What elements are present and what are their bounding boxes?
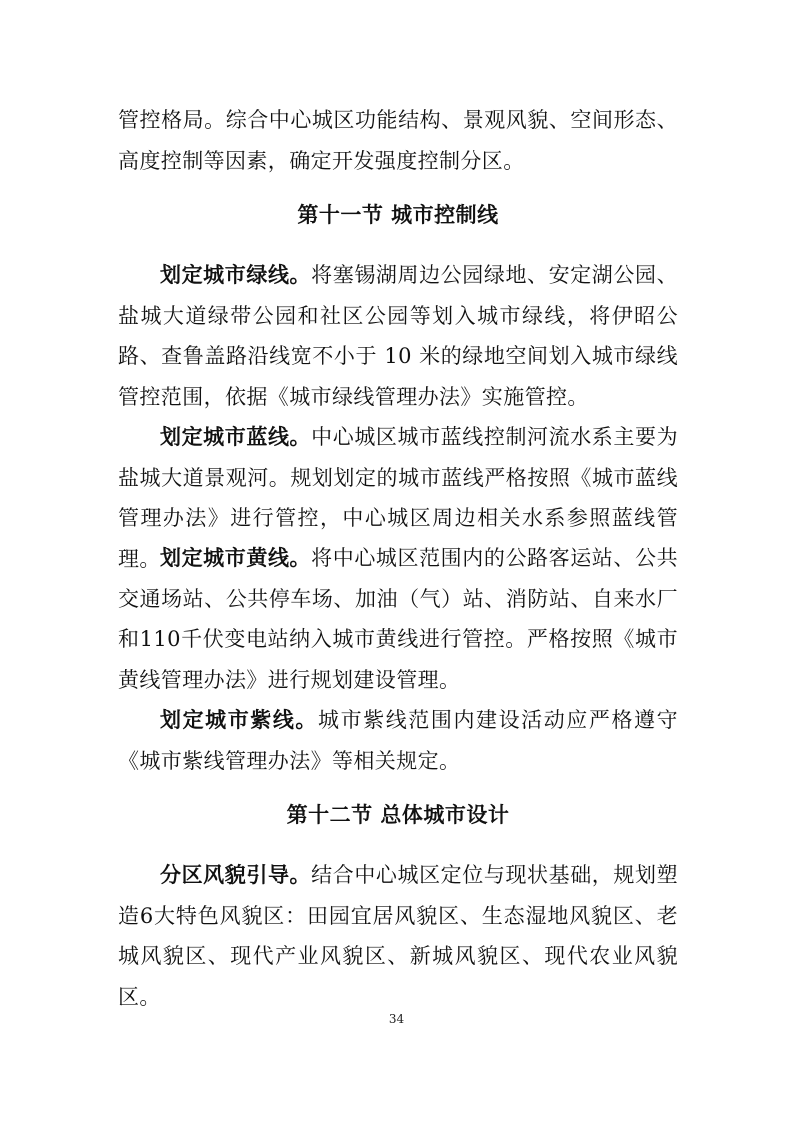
green-line-paragraph bbox=[118, 255, 678, 417]
blue-line-lead: 划定城市蓝线。 bbox=[160, 425, 312, 449]
page-number: 34 bbox=[388, 1012, 405, 1026]
purple-line-body: 城市紫线范围内建设活动应严格遵守《城市紫线管理办法》等相关规定。 bbox=[118, 708, 678, 773]
district-style-body: 结合中心城区定位与现状基础，规划塑造6大特色风貌区：田园宜居风貌区、生态湿地风貌区、老城风貌区、现代产业风貌区、新城风貌区、现代农业风貌区。 bbox=[118, 863, 678, 1009]
intro-text: 管控格局。综合中心城区功能结构、景观风貌、空间形态、高度控制等因素，确定开发强度控制分区。 bbox=[118, 108, 678, 173]
purple-line-lead: 划定城市紫线。 bbox=[160, 708, 319, 732]
purple-line-paragraph bbox=[118, 700, 678, 781]
section-12-title: 第十二节 总体城市设计 bbox=[286, 803, 510, 827]
district-style-lead: 分区风貌引导。 bbox=[160, 863, 312, 887]
yellow-line-body: 将中心城区范围内的公路客运站、公共交通场站、公共停车场、加油（气）站、消防站、自来水厂和110千伏变电站纳入城市黄线进行管控。严格按照《城市黄线管理办法》进行规划建设管理。 bbox=[118, 546, 678, 692]
blue-line-body: 中心城区城市蓝线控制河流水系主要为盐城大道景观河。规划划定的城市蓝线严格按照《城市蓝线管理办法》进行管控，中心城区周边相关水系参照蓝线管理。 bbox=[118, 425, 678, 571]
yellow-line-lead: 划定城市黄线。 bbox=[160, 546, 312, 570]
section-11-title: 第十一节 城市控制线 bbox=[297, 203, 499, 227]
intro-paragraph bbox=[118, 100, 678, 181]
district-style-paragraph bbox=[118, 855, 678, 1017]
green-line-body: 将塞锡湖周边公园绿地、安定湖公园、盐城大道绿带公园和社区公园等划入城市绿线，将伊昭公路、查鲁盖路沿线宽不小于 10 米的绿地空间划入城市绿线管控范围，依据《城市绿线管理办法》实施管控。 bbox=[118, 263, 678, 409]
yellow-line-paragraph bbox=[118, 538, 678, 700]
green-line-lead: 划定城市绿线。 bbox=[160, 263, 312, 287]
